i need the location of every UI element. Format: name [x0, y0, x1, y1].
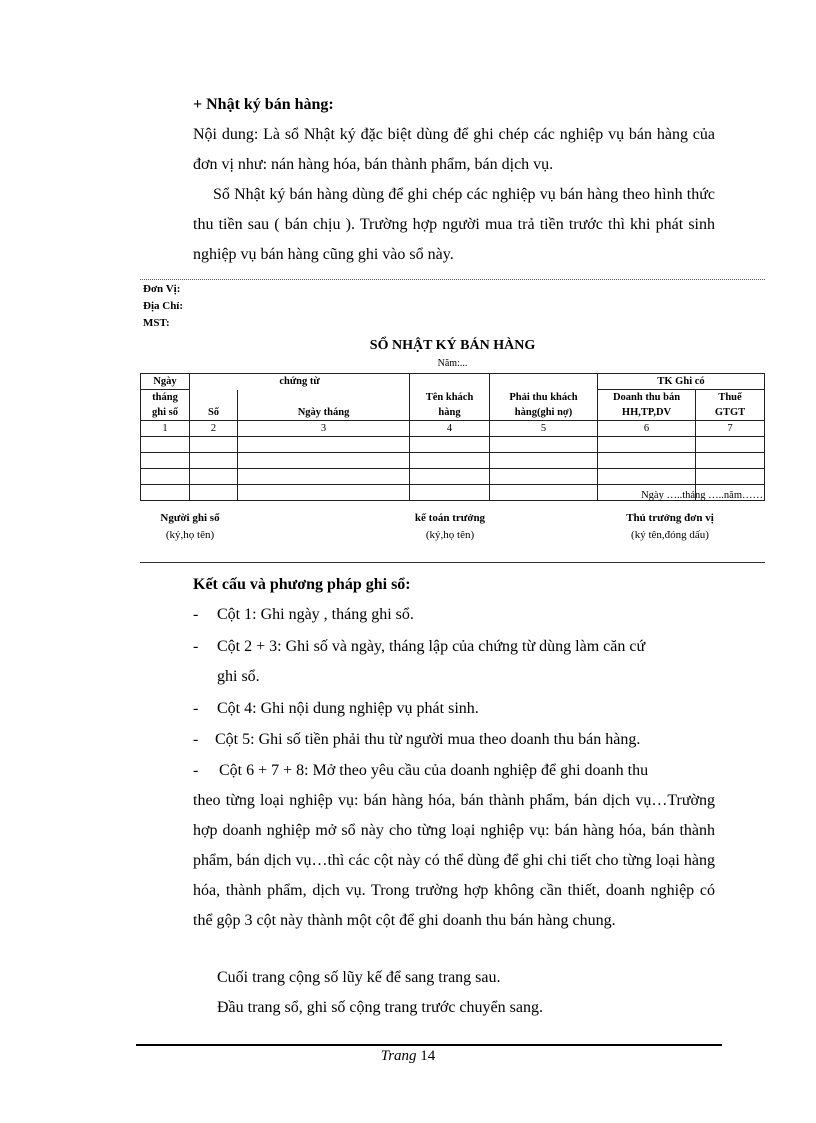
list-item-continuation: ghi sổ.: [217, 668, 260, 685]
header-ten-khach-hang-1: Tên khách: [410, 390, 490, 406]
header-thue-2: GTGT: [696, 405, 765, 421]
form-title: SỔ NHẬT KÝ BÁN HÀNG: [369, 338, 536, 353]
footer-rule: [136, 1044, 722, 1046]
header-ngay-thang: Ngày tháng: [238, 405, 410, 421]
list-item-text: Cột 6 + 7 + 8: Mở theo yêu cầu của doanh nghiệp để ghi doanh thu: [219, 762, 649, 779]
form-don-vi: Đơn Vị:: [143, 283, 181, 295]
form-dia-chi: Địa Chỉ:: [143, 300, 184, 312]
list-item: [193, 725, 715, 755]
method-end-note-1: Cuối trang cộng số lũy kế để sang trang sau.: [217, 969, 501, 986]
header-doanh-thu-2: HH,TP,DV: [598, 405, 696, 421]
header-phai-thu-top: [490, 374, 598, 390]
form-mst: MST:: [143, 317, 170, 329]
header-doanh-thu-1: Doanh thu bán: [598, 390, 696, 406]
method-heading: Kết cấu và phương pháp ghi sổ:: [193, 576, 411, 593]
form-date-line: Ngày …..tháng …..năm……: [641, 490, 763, 501]
header-ten-khach-hang-2: hàng: [410, 405, 490, 421]
ledger-table: [140, 373, 765, 501]
col-number: 7: [696, 421, 765, 437]
page-footer: [0, 1048, 816, 1065]
header-so-top: [190, 390, 238, 406]
col-number: 4: [410, 421, 490, 437]
list-item: [193, 694, 715, 724]
intro-paragraph-2: Sổ Nhật ký bán hàng dùng để ghi chép các nghiệp vụ bán hàng theo hình thức thu tiền sau ( bán chịu ). Trường hợp người mua trả tiền trước thì khi phát sinh nghiệp vụ bán hàng cũng ghi vào sổ này.: [193, 186, 715, 263]
header-phai-thu-1: Phải thu khách: [490, 390, 598, 406]
dash: -: [193, 700, 199, 717]
header-ngay-thang-ghi-so-2: tháng: [141, 390, 190, 406]
col-number: 5: [490, 421, 598, 437]
header-ngay-thang-ghi-so-3: ghi sổ: [141, 405, 190, 421]
intro-paragraph-1: Nội dung: Là sổ Nhật ký đặc biệt dùng để ghi chép các nghiệp vụ bán hàng của đơn vị như: nán hàng hóa, bán thành phẩm, bán dịch vụ.: [193, 126, 715, 173]
method-continuation-paragraph: theo từng loại nghiệp vụ: bán hàng hóa, bán thành phẩm, bán dịch vụ…Trường hợp doanh nghiệp mở sổ này cho từng loại nghiệp vụ: bán hàng hóa, bán thành phẩm, bán dịch vụ…thì các cột này có thể dùng để ghi chi tiết cho từng loại hàng hóa, thành phẩm, dịch vụ. Trong trường hợp không cần thiết, doanh nghiệp có thể gộp 3 cột này thành một cột để ghi doanh thu bán hàng chung.: [193, 792, 715, 929]
sales-journal-form: [140, 279, 765, 563]
section-heading-sales-journal: + Nhật ký bán hàng:: [193, 96, 334, 113]
form-year: Năm:...: [437, 358, 468, 369]
header-ngay-thang-ghi-so-1: Ngày: [141, 374, 190, 390]
col-number: 1: [141, 421, 190, 437]
method-end-note-2: Đầu trang sổ, ghi số cộng trang trước chuyển sang.: [217, 999, 543, 1016]
list-item: [193, 756, 715, 786]
header-thue-1: Thuế: [696, 390, 765, 406]
dash: -: [193, 731, 199, 748]
header-chung-tu: chứng từ: [190, 374, 410, 390]
dash: -: [193, 638, 199, 655]
signature-recorder: [140, 510, 240, 544]
list-item-text: Cột 1: Ghi ngày , tháng ghi sổ.: [217, 606, 414, 623]
header-so: Số: [190, 405, 238, 421]
signature-note: (ký,họ tên): [165, 529, 215, 541]
signature-title: Người ghi sổ: [160, 512, 220, 524]
header-ngay-thang-top: [238, 390, 410, 406]
col-number: 3: [238, 421, 410, 437]
col-number: 2: [190, 421, 238, 437]
list-item-text: Cột 2 + 3: Ghi số và ngày, tháng lập của chứng từ dùng làm căn cứ: [217, 638, 646, 655]
list-item-text: Cột 4: Ghi nội dung nghiệp vụ phát sinh.: [217, 700, 479, 717]
footer-label: Trang: [380, 1048, 417, 1064]
col-number: 6: [598, 421, 696, 437]
signature-note: (ký,họ tên): [425, 529, 475, 541]
list-item: [193, 600, 715, 630]
signature-note: (ký tên,đóng dấu): [631, 529, 709, 541]
signature-chief-accountant: [380, 510, 520, 544]
list-item-text: Cột 5: Ghi số tiền phải thu từ người mua theo doanh thu bán hàng.: [215, 731, 641, 748]
header-phai-thu-2: hàng(ghi nợ): [490, 405, 598, 421]
header-tk-ghi-co: TK Ghi có: [598, 374, 765, 390]
page-number: 14: [420, 1048, 436, 1064]
table-row: [141, 469, 765, 485]
signature-title: Thủ trưởng đơn vị: [626, 512, 714, 524]
table-row: [141, 453, 765, 469]
list-item: [193, 632, 715, 662]
dash: -: [193, 762, 199, 779]
dash: -: [193, 606, 199, 623]
table-row: [141, 437, 765, 453]
signature-unit-head: [600, 510, 740, 544]
header-ten-khach-hang-top: [410, 374, 490, 390]
signature-title: kế toán trưởng: [414, 512, 486, 524]
